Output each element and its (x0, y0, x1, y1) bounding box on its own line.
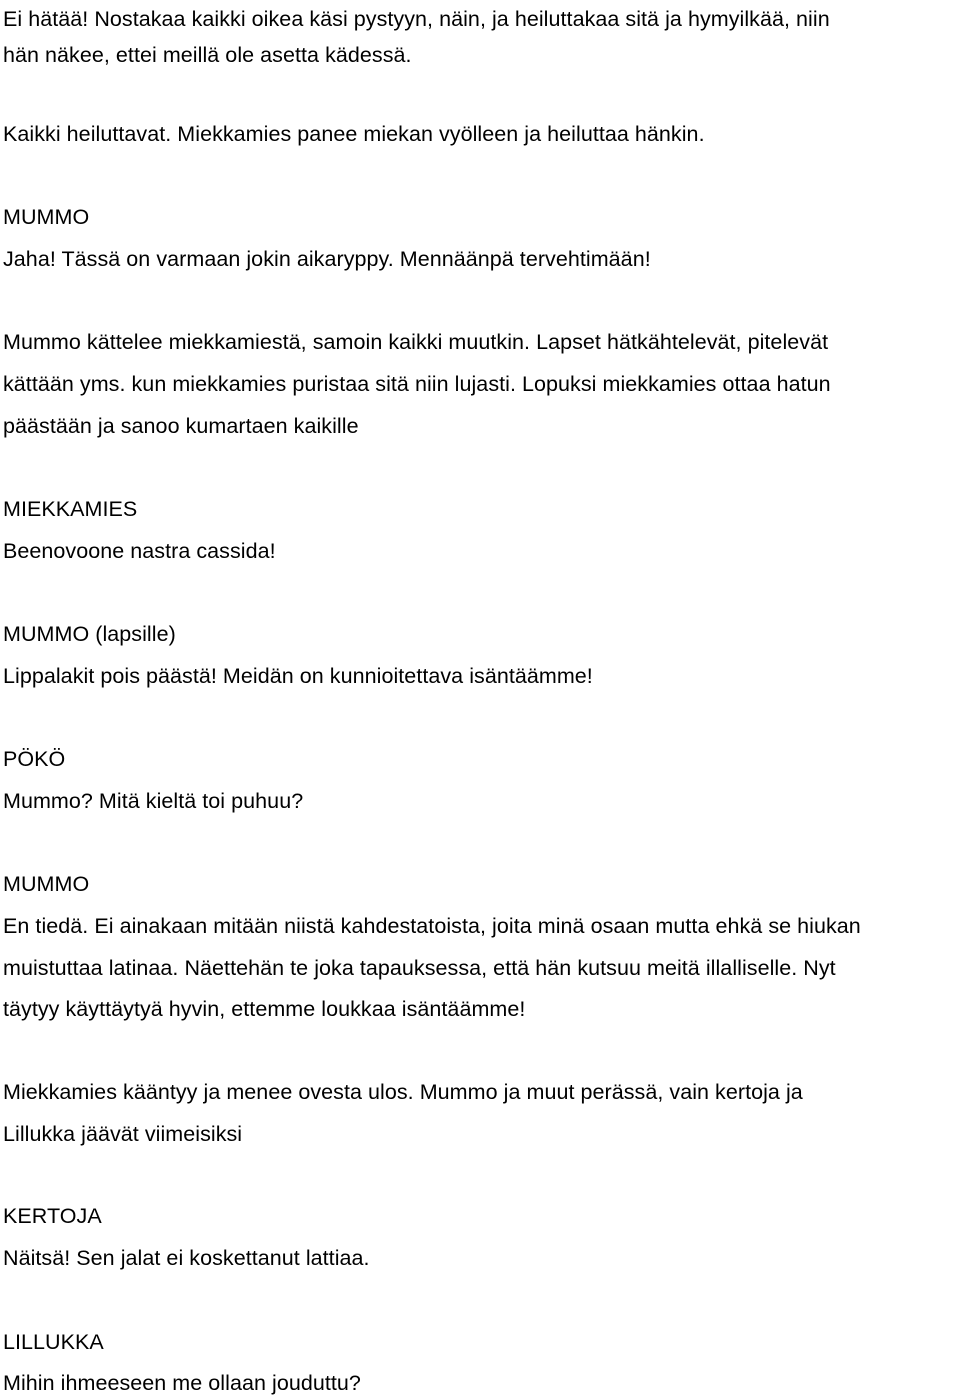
speaker-name: MUMMO (lapsille) (3, 622, 176, 646)
dialogue-line: Lippalakit pois päästä! Meidän on kunnioitettava isäntäämme! (3, 664, 593, 688)
dialogue-line: Mihin ihmeeseen me ollaan jouduttu? (3, 1371, 361, 1395)
dialogue-line: En tiedä. Ei ainakaan mitään niistä kahdestatoista, joita minä osaan mutta ehkä se hiukan (3, 914, 861, 938)
stage-direction-line: Mummo kättelee miekkamiestä, samoin kaikki muutkin. Lapset hätkähtelevät, pitelevät (3, 330, 829, 354)
stage-direction-line: Kaikki heiluttavat. Miekkamies panee miekan vyölleen ja heiluttaa hänkin. (3, 122, 705, 146)
speaker-name: KERTOJA (3, 1204, 102, 1228)
stage-direction-line: Miekkamies kääntyy ja menee ovesta ulos. Mummo ja muut perässä, vain kertoja ja (3, 1080, 803, 1104)
speaker-name: MUMMO (3, 205, 90, 229)
stage-direction-line: kättään yms. kun miekkamies puristaa sitä niin lujasti. Lopuksi miekkamies ottaa hatun (3, 372, 831, 396)
dialogue-line: täytyy käyttäytyä hyvin, ettemme loukkaa isäntäämme! (3, 997, 526, 1021)
dialogue-line: Näitsä! Sen jalat ei koskettanut lattiaa. (3, 1246, 370, 1270)
dialogue-line: Jaha! Tässä on varmaan jokin aikaryppy. Mennäänpä tervehtimään! (3, 247, 651, 271)
speaker-name: PÖKÖ (3, 747, 66, 771)
dialogue-line: Mummo? Mitä kieltä toi puhuu? (3, 789, 304, 813)
stage-direction-line: hän näkee, ettei meillä ole asetta kädessä. (3, 43, 412, 67)
stage-direction-line: Ei hätää! Nostakaa kaikki oikea käsi pystyyn, näin, ja heiluttakaa sitä ja hymyilkää, niin (3, 7, 830, 31)
dialogue-line: muistuttaa latinaa. Näettehän te joka tapauksessa, että hän kutsuu meitä illalliselle. Nyt (3, 956, 836, 980)
speaker-name: LILLUKKA (3, 1330, 104, 1354)
speaker-name: MUMMO (3, 872, 90, 896)
speaker-name: MIEKKAMIES (3, 497, 138, 521)
stage-direction-line: Lillukka jäävät viimeisiksi (3, 1122, 243, 1146)
dialogue-line: Beenovoone nastra cassida! (3, 539, 276, 563)
stage-direction-line: päästään ja sanoo kumartaen kaikille (3, 414, 359, 438)
